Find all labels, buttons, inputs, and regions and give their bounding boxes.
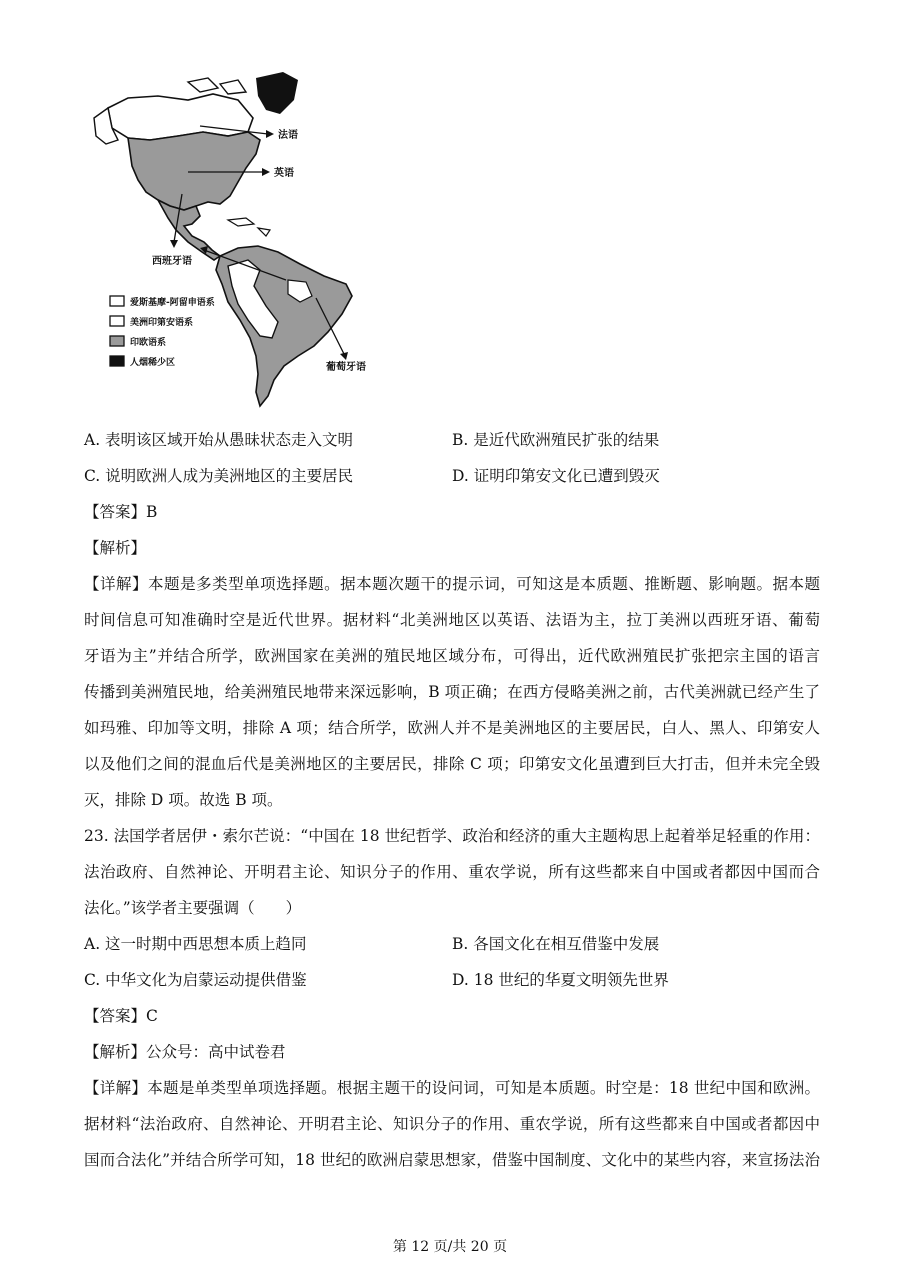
q22-detail-line-6: 以及他们之间的混血后代是美洲地区的主要居民，排除 C 项；印第安文化虽遭到巨大打击，但并未完全毁 bbox=[84, 755, 820, 773]
legend-swatch-2 bbox=[110, 336, 124, 346]
q23-option-c: C. 中华文化为启蒙运动提供借鉴 bbox=[84, 971, 307, 989]
legend-label-2: 印欧语系 bbox=[130, 338, 167, 348]
legend-swatch-3 bbox=[110, 356, 124, 366]
map-legend bbox=[110, 296, 215, 368]
north-america-indo-european-shape bbox=[128, 132, 260, 210]
page-footer: 第 12 页/共 20 页 bbox=[392, 1239, 508, 1255]
q23-stem-line-3: 法化。”该学者主要强调（ ） bbox=[84, 899, 302, 917]
q22-option-c: C. 说明欧洲人成为美洲地区的主要居民 bbox=[84, 467, 354, 485]
label-french: 法语 bbox=[278, 130, 298, 141]
legend-label-3: 人烟稀少区 bbox=[130, 358, 176, 368]
q23-detail-line-3: 国而合法化”并结合所学可知，18 世纪的欧洲启蒙思想家，借鉴中国制度、文化中的某些内容，来宣扬法治 bbox=[84, 1151, 820, 1169]
q22-detail-line-1: 【详解】本题是多类型单项选择题。据本题次题干的提示词，可知这是本质题、推断题、影响题。据本题 bbox=[84, 575, 820, 593]
q23-answer: 【答案】C bbox=[84, 1007, 158, 1025]
q23-stem-line-1: 23. 法国学者居伊・索尔芒说：“中国在 18 世纪哲学、政治和经济的重大主题构思上起着举足轻重的作用： bbox=[84, 827, 820, 845]
q23-option-b: B. 各国文化在相互借鉴中发展 bbox=[452, 935, 660, 953]
q23-detail-line-1: 【详解】本题是单类型单项选择题。根据主题干的设问词，可知是本质题。时空是：18 世纪中国和欧洲。 bbox=[84, 1079, 820, 1097]
q23-stem-line-2: 法治政府、自然神论、开明君主论、知识分子的作用、重农学说，所有这些都来自中国或者都因中国而合 bbox=[84, 863, 820, 881]
q22-detail-line-2: 时间信息可知准确时空是近代世界。据材料“北美洲地区以英语、法语为主，拉丁美洲以西班牙语、葡萄 bbox=[84, 611, 820, 629]
q22-detail-line-5: 如玛雅、印加等文明，排除 A 项；结合所学，欧洲人并不是美洲地区的主要居民，白人、黑人、印第安人 bbox=[84, 719, 820, 737]
legend-swatch-0 bbox=[110, 296, 124, 306]
q22-answer: 【答案】B bbox=[84, 503, 158, 521]
q22-detail-line-7: 灭，排除 D 项。故选 B 项。 bbox=[84, 791, 283, 809]
q22-option-a: A. 表明该区域开始从愚昧状态走入文明 bbox=[84, 431, 354, 449]
q22-detail-line-3: 牙语为主”并结合所学，欧洲国家在美洲的殖民地区域分布，可得出，近代欧洲殖民扩张把宗主国的语言 bbox=[84, 647, 820, 665]
caribbean-shape bbox=[228, 218, 270, 236]
mexico-shape bbox=[158, 200, 220, 260]
label-english: 英语 bbox=[274, 168, 294, 179]
q23-option-d: D. 18 世纪的华夏文明领先世界 bbox=[452, 971, 669, 989]
q22-detail-line-4: 传播到美洲殖民地，给美洲殖民地带来深远影响，B 项正确；在西方侵略美洲之前，古代美洲就已经产生了 bbox=[84, 683, 820, 701]
legend-label-0: 爱斯基摩-阿留申语系 bbox=[130, 298, 215, 308]
q22-option-d: D. 证明印第安文化已遭到毁灭 bbox=[452, 467, 660, 485]
greenland-shape bbox=[256, 72, 298, 114]
label-spanish: 西班牙语 bbox=[152, 256, 192, 267]
q22-analysis-heading: 【解析】 bbox=[84, 539, 147, 557]
q23-option-a: A. 这一时期中西思想本质上趋同 bbox=[84, 935, 307, 953]
label-portuguese: 葡萄牙语 bbox=[326, 362, 366, 373]
legend-swatch-1 bbox=[110, 316, 124, 326]
q23-analysis-heading: 【解析】公众号：高中试卷君 bbox=[84, 1043, 286, 1061]
americas-language-map bbox=[88, 70, 388, 410]
q23-detail-line-2: 据材料“法治政府、自然神论、开明君主论、知识分子的作用、重农学说，所有这些都来自中国或者都因中 bbox=[84, 1115, 820, 1133]
q22-option-b: B. 是近代欧洲殖民扩张的结果 bbox=[452, 431, 660, 449]
legend-label-1: 美洲印第安语系 bbox=[130, 318, 194, 328]
arctic-islands-shape bbox=[188, 78, 246, 94]
northern-canada-shape bbox=[108, 94, 253, 140]
